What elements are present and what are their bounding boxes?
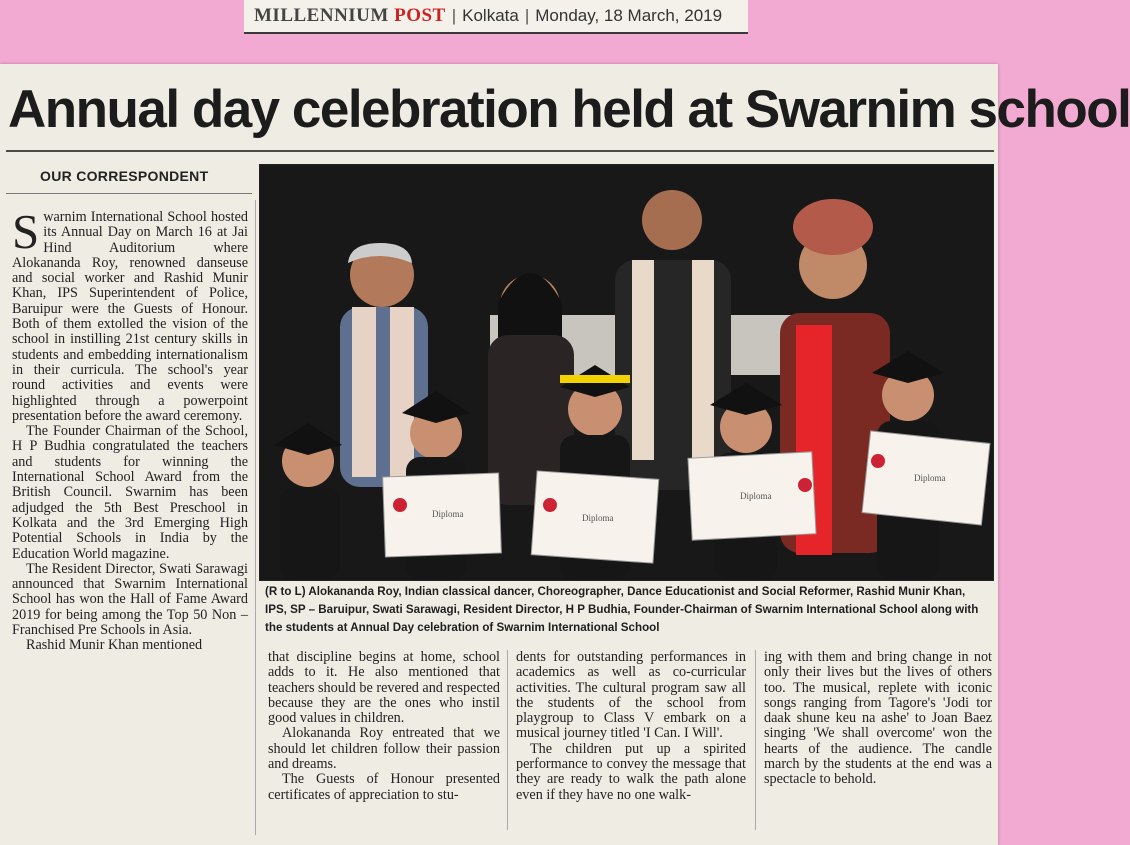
paragraph: dents for outstanding performances in academics as well as co-curricular activities. The cultural program saw all the students of the school from playgroup to Class V embark on a musical journey titled 'I Can. I Will'. — [516, 649, 746, 742]
byline: OUR CORRESPONDENT — [40, 168, 209, 184]
certificate — [383, 473, 502, 557]
certificate — [531, 471, 659, 563]
event-photo — [259, 164, 994, 581]
paragraph: The children put up a spirited performance to convey the message that they are ready to walk the path alone even if they have no one walk- — [516, 740, 746, 803]
certificate — [862, 431, 990, 525]
certificate — [688, 452, 816, 540]
headline: Annual day celebration held at Swarnim school — [8, 80, 1130, 139]
paragraph: ing with them and bring change in not only their lives but the lives of others too. The musical, replete with iconic songs ranging from Tagore's 'Jodi tor daak shune keu na ashe' to Joan Baez singing 'We shall overcome' won the hearts of the audience. The candle march by the students at the end was a spectacle to behold. — [764, 649, 992, 788]
paragraph: warnim International School hosted its Annual Day on March 16 at Jai Hind Auditorium where Alokananda Roy, renowned danseuse and social worker and Rashid Munir Khan, IPS Superintendent of Police, Baruipur were the Guests of Honour. Both of them extolled the vision of the school in instilling 21st century skills in students and embedding internationalism in their curricula. The school's year round activities and events were highlighted through a powerpoint presentation before the award ceremony. — [12, 209, 248, 424]
column-divider — [755, 650, 756, 830]
paragraph: The Guests of Honour presented certificates of appreciation to stu- — [268, 771, 500, 803]
headline-rule — [6, 150, 994, 152]
article-column-4 — [764, 650, 992, 788]
photo-caption: (R to L) Alokananda Roy, Indian classical dancer, Choreographer, Dance Educationist and Social Reformer, Rashid Munir Khan, IPS, SP – Baruipur, Swati Sarawagi, Resident Director, H P Budhia, Founder-Chairman of Swarnim International School along with the students at Annual Day celebration of Swarnim International School — [265, 585, 979, 634]
paragraph: Rashid Munir Khan mentioned — [26, 637, 203, 654]
svg-text:Diploma: Diploma — [914, 473, 946, 483]
svg-text:Diploma: Diploma — [432, 509, 464, 519]
masthead-date: Monday, 18 March, 2019 — [535, 6, 723, 25]
article-column-1 — [12, 204, 248, 654]
paragraph: Alokananda Roy entreated that we should let children follow their passion and dreams. — [268, 725, 500, 773]
masthead-city: Kolkata — [462, 6, 519, 25]
drop-cap: S — [12, 204, 40, 259]
byline-rule — [6, 193, 252, 194]
paragraph: The Resident Director, Swati Sarawagi announced that Swarnim International School has won the Hall of Fame Award 2019 for being among the Top 50 Non – Franchised Pre Schools in Asia. — [12, 560, 248, 639]
svg-text:Diploma: Diploma — [740, 491, 772, 501]
publication-name: MILLENNIUM POST — [254, 5, 446, 26]
svg-text:Diploma: Diploma — [582, 513, 614, 523]
column-divider — [507, 650, 508, 830]
column-divider — [255, 200, 256, 835]
paragraph: that discipline begins at home, school adds to it. He also mentioned that teachers should be revered and respected because they are the ones who instil good values in children. — [268, 649, 501, 727]
child-figure-1 — [274, 423, 342, 580]
masthead: MILLENNIUM POST | Kolkata | Monday, 18 March, 2019 — [244, 0, 748, 34]
article-column-3 — [516, 650, 746, 803]
article-column-2 — [268, 650, 500, 803]
paragraph: The Founder Chairman of the School, H P Budhia congratulated the teachers and students for winning the International School Award from the British Council. Swarnim has been adjudged the 5th Best Preschool in Kolkata and the 3rd Emerging High Potential Schools in India by the Education World magazine. — [12, 423, 248, 562]
